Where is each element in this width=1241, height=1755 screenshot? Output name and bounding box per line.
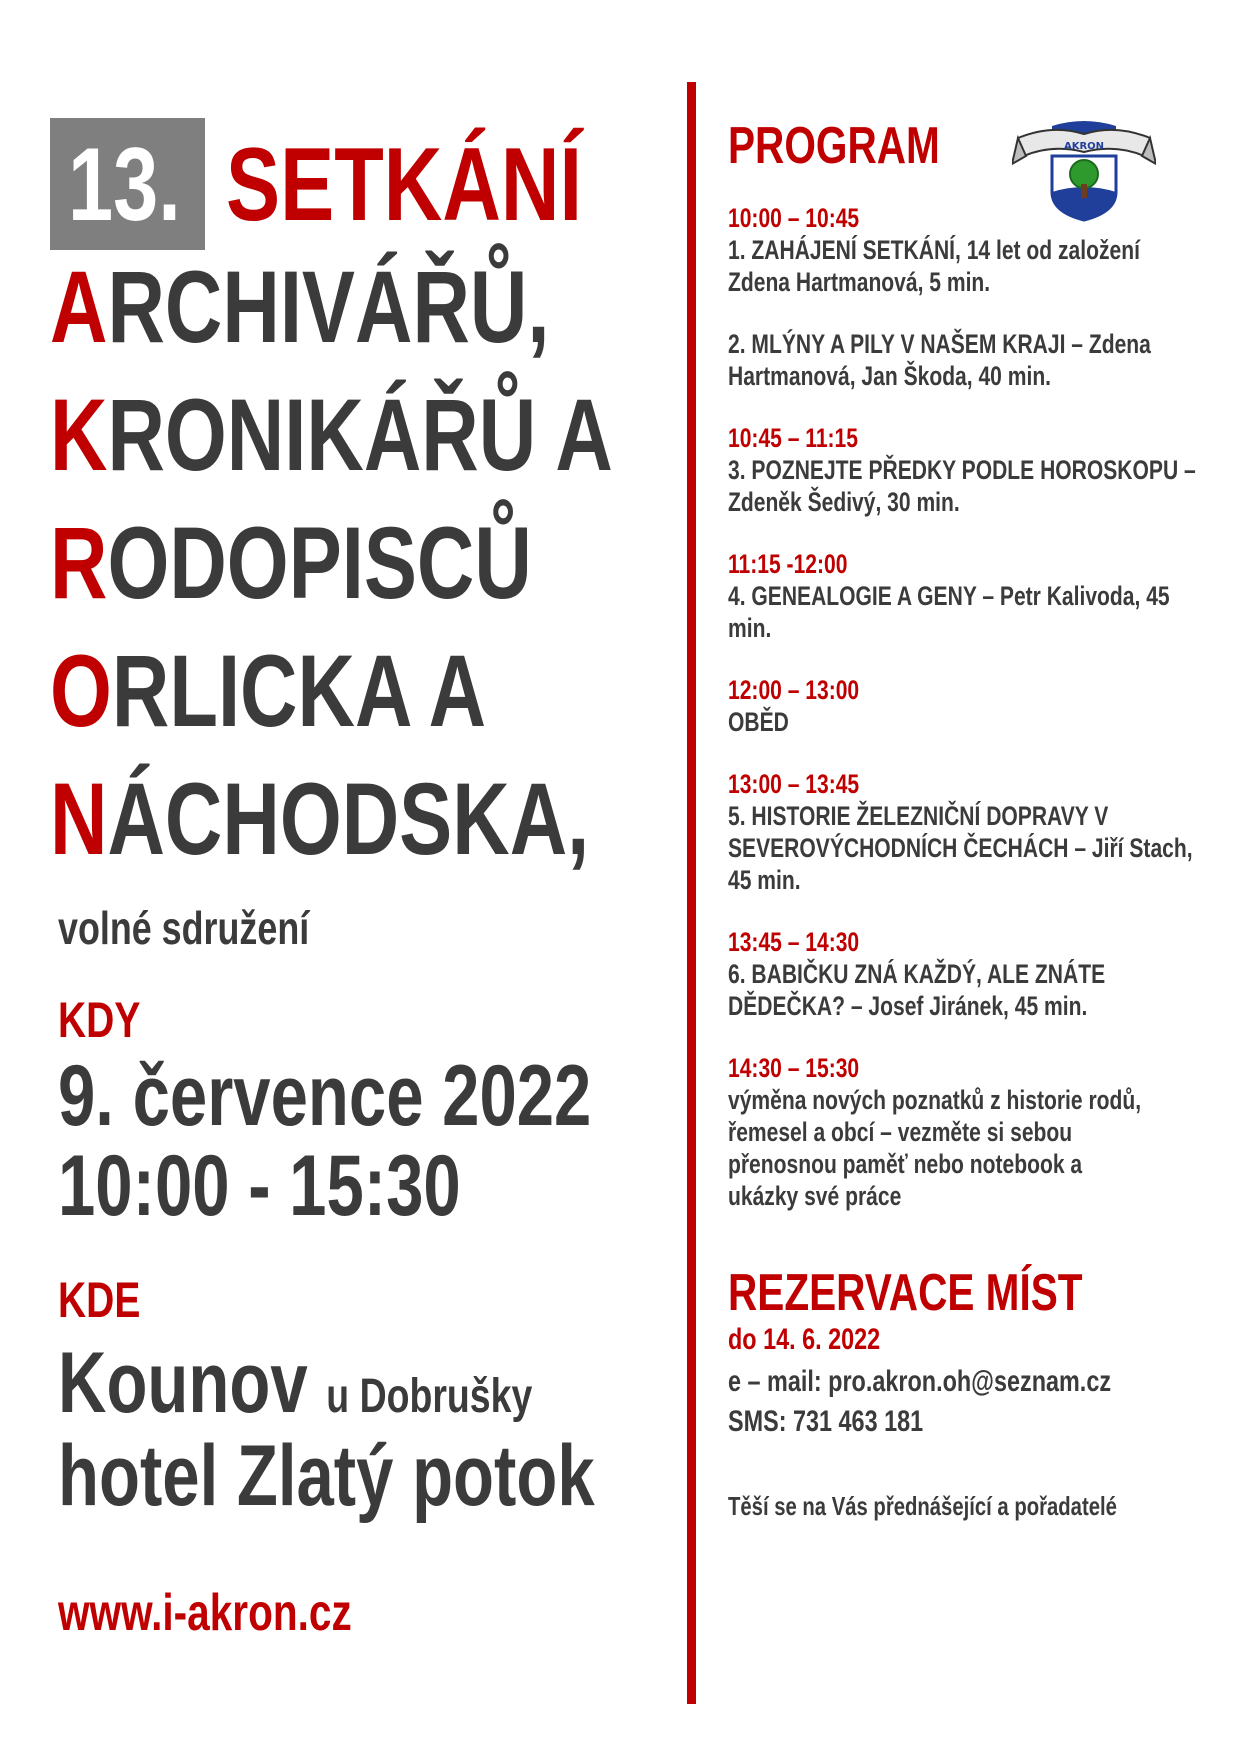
- program-item: 11:15 -12:00 4. GENEALOGIE A GENY – Petr Kalivoda, 45 min.: [728, 548, 1208, 644]
- program-item: 12:00 – 13:00 OBĚD: [728, 674, 1208, 738]
- svg-text:AKRON: AKRON: [1063, 141, 1105, 152]
- reservation-title: REZERVACE MÍST: [728, 1264, 1083, 1322]
- closing-note: Těší se na Vás přednášející a pořadatelé: [728, 1491, 1117, 1521]
- column-divider: [687, 82, 696, 1704]
- program-time: 10:00 – 10:45: [728, 203, 860, 233]
- program-item: 13:00 – 13:45 5. HISTORIE ŽELEZNIČNÍ DOPRAVY V SEVEROVÝCHODNÍCH ČECHÁCH – Jiří Stach, 45 min.: [728, 768, 1208, 896]
- place-suffix: u Dobrušky: [326, 1370, 533, 1423]
- title-line-4: ORLICKA A: [50, 634, 487, 748]
- website-link[interactable]: www.i-akron.cz: [58, 1584, 352, 1642]
- reservation-sms: SMS: 731 463 181: [728, 1405, 924, 1438]
- title-line-3: RODOPISCŮ: [50, 506, 532, 620]
- program-time: 11:15 -12:00: [728, 549, 848, 579]
- program-time: 10:45 – 11:15: [728, 423, 858, 453]
- title-line-1: ARCHIVÁŘŮ,: [50, 250, 550, 364]
- program-item: 14:30 – 15:30 výměna nových poznatků z historie rodů, řemesel a obcí – vezměte si sebou přenosnou paměť nebo notebook a ukázky své práce: [728, 1052, 1208, 1212]
- event-date: 9. července 2022: [58, 1048, 592, 1144]
- title-word: SETKÁNÍ: [226, 127, 583, 243]
- program-time: 14:30 – 15:30: [728, 1053, 860, 1083]
- program-list: [728, 202, 1208, 1242]
- event-time: 10:00 - 15:30: [58, 1138, 461, 1234]
- reservation-deadline: do 14. 6. 2022: [728, 1323, 881, 1356]
- title-line-2: KRONIKÁŘŮ A: [50, 378, 613, 492]
- reservation-email[interactable]: e – mail: pro.akron.oh@seznam.cz: [728, 1365, 1112, 1398]
- where-label: KDE: [58, 1272, 141, 1328]
- subtitle: volné sdružení: [58, 902, 310, 954]
- program-time: 13:00 – 13:45: [728, 769, 860, 799]
- event-venue: hotel Zlatý potok: [58, 1428, 595, 1524]
- title-line-5: NÁCHODSKA,: [50, 762, 590, 876]
- program-title: PROGRAM: [728, 117, 940, 175]
- program-item: 13:45 – 14:30 6. BABIČKU ZNÁ KAŽDÝ, ALE ZNÁTE DĚDEČKA? – Josef Jiránek, 45 min.: [728, 926, 1208, 1022]
- program-time: 12:00 – 13:00: [728, 675, 860, 705]
- event-place: Kounov u Dobrušky: [58, 1335, 533, 1431]
- program-time: 13:45 – 14:30: [728, 927, 860, 957]
- when-label: KDY: [58, 992, 141, 1048]
- program-item: 10:45 – 11:15 3. POZNEJTE PŘEDKY PODLE HOROSKOPU – Zdeněk Šedivý, 30 min.: [728, 422, 1208, 518]
- program-item: 2. MLÝNY A PILY V NAŠEM KRAJI – Zdena Hartmanová, Jan Škoda, 40 min.: [728, 329, 1151, 391]
- edition-number: 13.: [68, 127, 181, 243]
- program-item: 10:00 – 10:45 1. ZAHÁJENÍ SETKÁNÍ, 14 let od založení Zdena Hartmanová, 5 min.: [728, 202, 1208, 298]
- edition-badge: [50, 118, 205, 250]
